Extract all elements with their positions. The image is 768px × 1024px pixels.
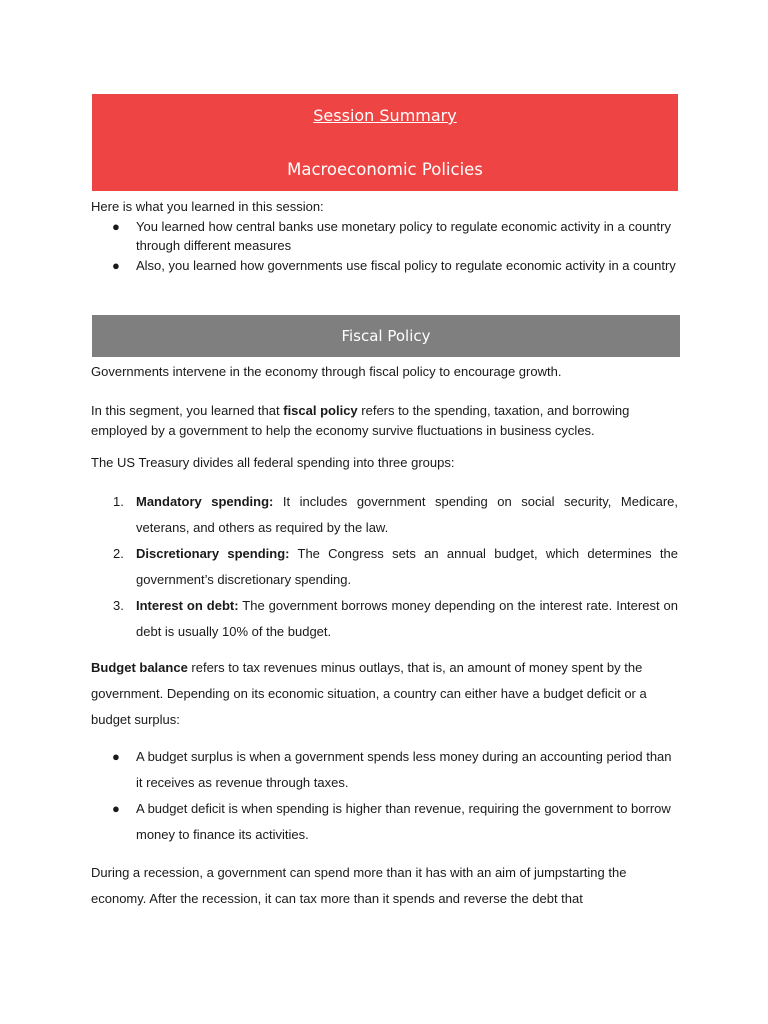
bold-term: Interest on debt: bbox=[136, 598, 239, 613]
intro-block bbox=[91, 197, 681, 275]
list-item bbox=[91, 541, 678, 593]
budget-bullet-list bbox=[91, 744, 681, 848]
item-text: The government borrows money depending on the interest rate. Interest on debt is usually 10% of the budget. bbox=[136, 598, 678, 639]
macroeconomic-policies-title: Macroeconomic Policies bbox=[287, 160, 483, 179]
list-number: 2. bbox=[113, 546, 124, 561]
bullet-icon: ● bbox=[112, 218, 120, 234]
list-item bbox=[91, 796, 681, 848]
item-text: The Congress sets an annual budget, which determines the government’s discretionary spending. bbox=[136, 546, 679, 587]
bullet-text: Also, you learned how governments use fiscal policy to regulate economic activity in a country bbox=[136, 257, 676, 273]
paragraph-text: refers to tax revenues minus outlays, that is, an amount of money spent by the government. Depending on its economic situation, a country can either have a budget deficit or a budget surplus: bbox=[91, 660, 647, 727]
bold-term: Budget balance bbox=[91, 660, 188, 675]
paragraph-text: During a recession, a government can spend more than it has with an aim of jumpstarting the economy. After the recession, it can tax more than it spends and reverse the debt that bbox=[91, 865, 627, 906]
bullet-text: You learned how central banks use monetary policy to regulate economic activity in a country through different measures bbox=[136, 218, 671, 253]
bullet-list bbox=[91, 744, 681, 848]
list-number: 1. bbox=[113, 494, 124, 509]
session-summary-banner bbox=[92, 94, 678, 191]
paragraph-text: refers to the spending, taxation, and borrowing employed by a government to help the economy survive fluctuations in business cycles. bbox=[91, 403, 630, 438]
spending-groups-list bbox=[91, 489, 678, 645]
bullet-text: A budget surplus is when a government spends less money during an accounting period than it receives as revenue through taxes. bbox=[136, 749, 672, 790]
intro-bullet-list bbox=[91, 217, 681, 276]
list-number: 3. bbox=[113, 598, 124, 613]
paragraph-text: In this segment, you learned that bbox=[91, 403, 284, 418]
fiscal-policy-banner bbox=[92, 315, 680, 357]
paragraph-text: Governments intervene in the economy through fiscal policy to encourage growth. bbox=[91, 364, 562, 379]
list-item bbox=[91, 593, 678, 645]
section-title: Fiscal Policy bbox=[341, 327, 431, 345]
paragraph-intervene bbox=[91, 362, 681, 382]
item-text: It includes government spending on social security, Medicare, veterans, and others as required by the law. bbox=[136, 494, 678, 535]
list-item bbox=[91, 256, 681, 276]
intro-lead: Here is what you learned in this session: bbox=[91, 199, 324, 214]
bold-term: Discretionary spending: bbox=[136, 546, 290, 561]
list-item bbox=[91, 489, 678, 541]
paragraph-text: The US Treasury divides all federal spending into three groups: bbox=[91, 455, 455, 470]
paragraph-budget-balance bbox=[91, 655, 681, 733]
session-summary-title: Session Summary bbox=[313, 106, 457, 125]
paragraph-fiscal-policy bbox=[91, 401, 681, 441]
bold-term: Mandatory spending: bbox=[136, 494, 274, 509]
bullet-text: A budget deficit is when spending is higher than revenue, requiring the government to borrow money to finance its activities. bbox=[136, 801, 671, 842]
paragraph-recession bbox=[91, 860, 681, 912]
list-item bbox=[91, 217, 681, 256]
paragraph-treasury bbox=[91, 453, 681, 473]
list-item bbox=[91, 744, 681, 796]
bold-term: fiscal policy bbox=[283, 403, 358, 418]
bullet-icon: ● bbox=[112, 749, 120, 764]
bullet-icon: ● bbox=[112, 801, 120, 816]
bullet-icon: ● bbox=[112, 257, 120, 273]
